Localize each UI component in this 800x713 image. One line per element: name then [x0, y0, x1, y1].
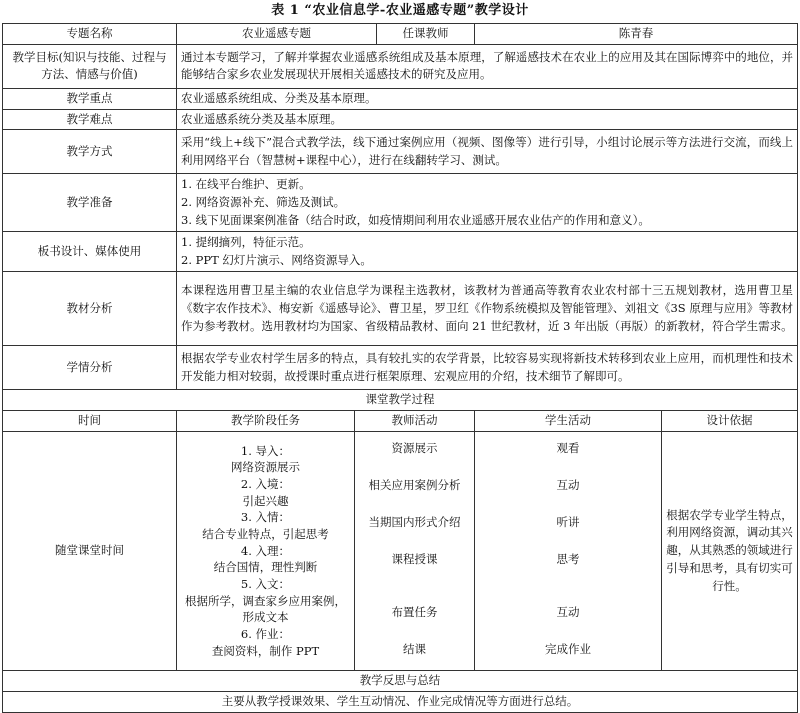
topic-label: 专题名称: [3, 24, 177, 45]
reflection-title: 教学反思与总结: [3, 671, 798, 692]
reflection-text: 主要从教学授课效果、学生互动情况、作业完成情况等方面进行总结。: [3, 691, 798, 712]
board-row: [3, 232, 798, 272]
difficulty-label: 教学难点: [3, 109, 177, 130]
stage-line: 6. 作业：: [240, 627, 291, 642]
teacher-activity: 资源展示: [391, 441, 438, 456]
key-point-text: 农业遥感系统组成、分类及基本原理。: [177, 88, 798, 109]
students-text: 根据农学专业农村学生居多的特点，具有较扎实的农学背景，比较容易实现将新技术转移到农业上应用，而机理性和技术开发能力相对较弱，故授课时重点进行框架原理、宏观应用的介绍，技术细节了解即可。: [177, 346, 798, 390]
reflection-text-row: [3, 691, 798, 712]
header-row: [3, 24, 798, 45]
stage-line: 5. 入文：: [240, 577, 291, 592]
board-item: 1. 提纲摘列，特征示范。: [181, 235, 311, 250]
stage-line: 结合专业特点，引起思考: [202, 527, 329, 542]
students-label: 学情分析: [3, 346, 177, 390]
difficulty-row: [3, 109, 798, 130]
teacher-activity: 布置任务: [391, 605, 438, 620]
reflection-title-row: [3, 671, 798, 692]
teacher-activity: 相关应用案例分析: [368, 478, 461, 493]
stage-cell: [177, 432, 355, 671]
col-header-basis: 设计依据: [662, 411, 798, 432]
stage-line: 根据所学，调查家乡应用案例，: [185, 593, 346, 608]
teacher-label: 任课教师: [377, 24, 475, 45]
col-header-time: 时间: [3, 411, 177, 432]
method-row: [3, 130, 798, 174]
stage-line: 查阅资料，制作 PPT: [211, 643, 320, 658]
process-time: 随堂课堂时间: [3, 432, 177, 671]
topic-value: 农业遥感专题: [177, 24, 377, 45]
stage-line: 3. 入情：: [240, 510, 291, 525]
col-header-stage: 教学阶段任务: [177, 411, 355, 432]
stage-line: 1. 导入：: [240, 443, 291, 458]
student-activity: 听讲: [556, 515, 580, 530]
method-label: 教学方式: [3, 130, 177, 174]
stage-line: 4. 入理：: [240, 543, 291, 558]
stage-list: [181, 443, 350, 660]
design-basis: 根据农学专业学生特点，利用网络资源，调动其兴趣，从其熟悉的领域进行引导和思考，具有切实可行性。: [662, 432, 798, 671]
method-text: 采用“线上+线下”混合式教学法，线下通过案例应用（视频、图像等）进行引导，小组讨论展示等方法进行交流，而线上利用网络平台（智慧树+课程中心），进行在线翻转学习、测试。: [177, 130, 798, 174]
student-activity-cell: [475, 432, 662, 671]
col-header-student: 学生活动: [475, 411, 662, 432]
stage-line: 结合国情，理性判断: [213, 560, 318, 575]
teacher-value: 陈青春: [475, 24, 798, 45]
col-header-teacher: 教师活动: [355, 411, 475, 432]
goal-text: 通过本专题学习，了解并掌握农业遥感系统组成及基本原理，了解遥感技术在农业上的应用及其在国际博弈中的地位，并能够结合家乡农业发展现状开展相关遥感技术的研究及应用。: [177, 44, 798, 88]
goal-label: 教学目标(知识与技能、过程与方法、情感与价值): [3, 44, 177, 88]
board-item: 2. PPT 幻灯片演示、网络资源导入。: [181, 252, 372, 267]
students-row: [3, 346, 798, 390]
board-label: 板书设计、媒体使用: [3, 232, 177, 272]
key-point-label: 教学重点: [3, 88, 177, 109]
student-activity: 完成作业: [545, 642, 591, 657]
teacher-activity-list: [359, 433, 470, 669]
prep-item: 3. 线下见面课案例准备（结合时政，如疫情期间利用农业遥感开展农业估产的作用和意义）。: [181, 212, 650, 227]
student-activity: 互动: [556, 605, 580, 620]
stage-line: 网络资源展示: [231, 460, 300, 475]
board-list: [177, 232, 798, 272]
materials-row: [3, 272, 798, 346]
process-header-row: [3, 411, 798, 432]
key-point-row: [3, 88, 798, 109]
prep-item: 1. 在线平台维护、更新。: [181, 177, 311, 192]
process-body-row: [3, 432, 798, 671]
process-title-row: [3, 390, 798, 411]
student-activity-list: [479, 433, 657, 669]
teacher-activity: 课程授课: [391, 552, 438, 567]
teacher-activity: 当期国内形式介绍: [368, 515, 461, 530]
teacher-activity-cell: [355, 432, 475, 671]
process-title: 课堂教学过程: [3, 390, 798, 411]
prep-label: 教学准备: [3, 174, 177, 232]
teacher-activity: 结课: [403, 642, 426, 657]
teaching-design-table: [2, 23, 798, 713]
goal-row: [3, 44, 798, 88]
prep-row: [3, 174, 798, 232]
prep-item: 2. 网络资源补充、筛选及测试。: [181, 195, 346, 210]
stage-line: 形成文本: [242, 610, 289, 625]
student-activity: 观看: [556, 441, 580, 456]
student-activity: 思考: [556, 552, 580, 567]
table-caption: 表 1 “农业信息学-农业遥感专题”教学设计: [271, 3, 529, 18]
materials-label: 教材分析: [3, 272, 177, 346]
stage-line: 引起兴趣: [242, 493, 289, 508]
student-activity: 互动: [556, 478, 580, 493]
difficulty-text: 农业遥感系统分类及基本原理。: [177, 109, 798, 130]
prep-list: [177, 174, 798, 232]
materials-text: 本课程选用曹卫星主编的农业信息学为课程主选教材，该教材为普通高等教育农业农村部十三五规划教材，选用曹卫星《数字农作技术》、梅安新《遥感导论》、曹卫星，罗卫红《作物系统模拟及智能管理》、刘祖文《3S 原理与应用》等教材作为参考教材。选用教材均为国家、省级精品教材、面向 21 世纪教材，近 3 年出版（再版）的新教材，符合学生需求。: [177, 272, 798, 346]
stage-line: 2. 入境：: [240, 477, 291, 492]
